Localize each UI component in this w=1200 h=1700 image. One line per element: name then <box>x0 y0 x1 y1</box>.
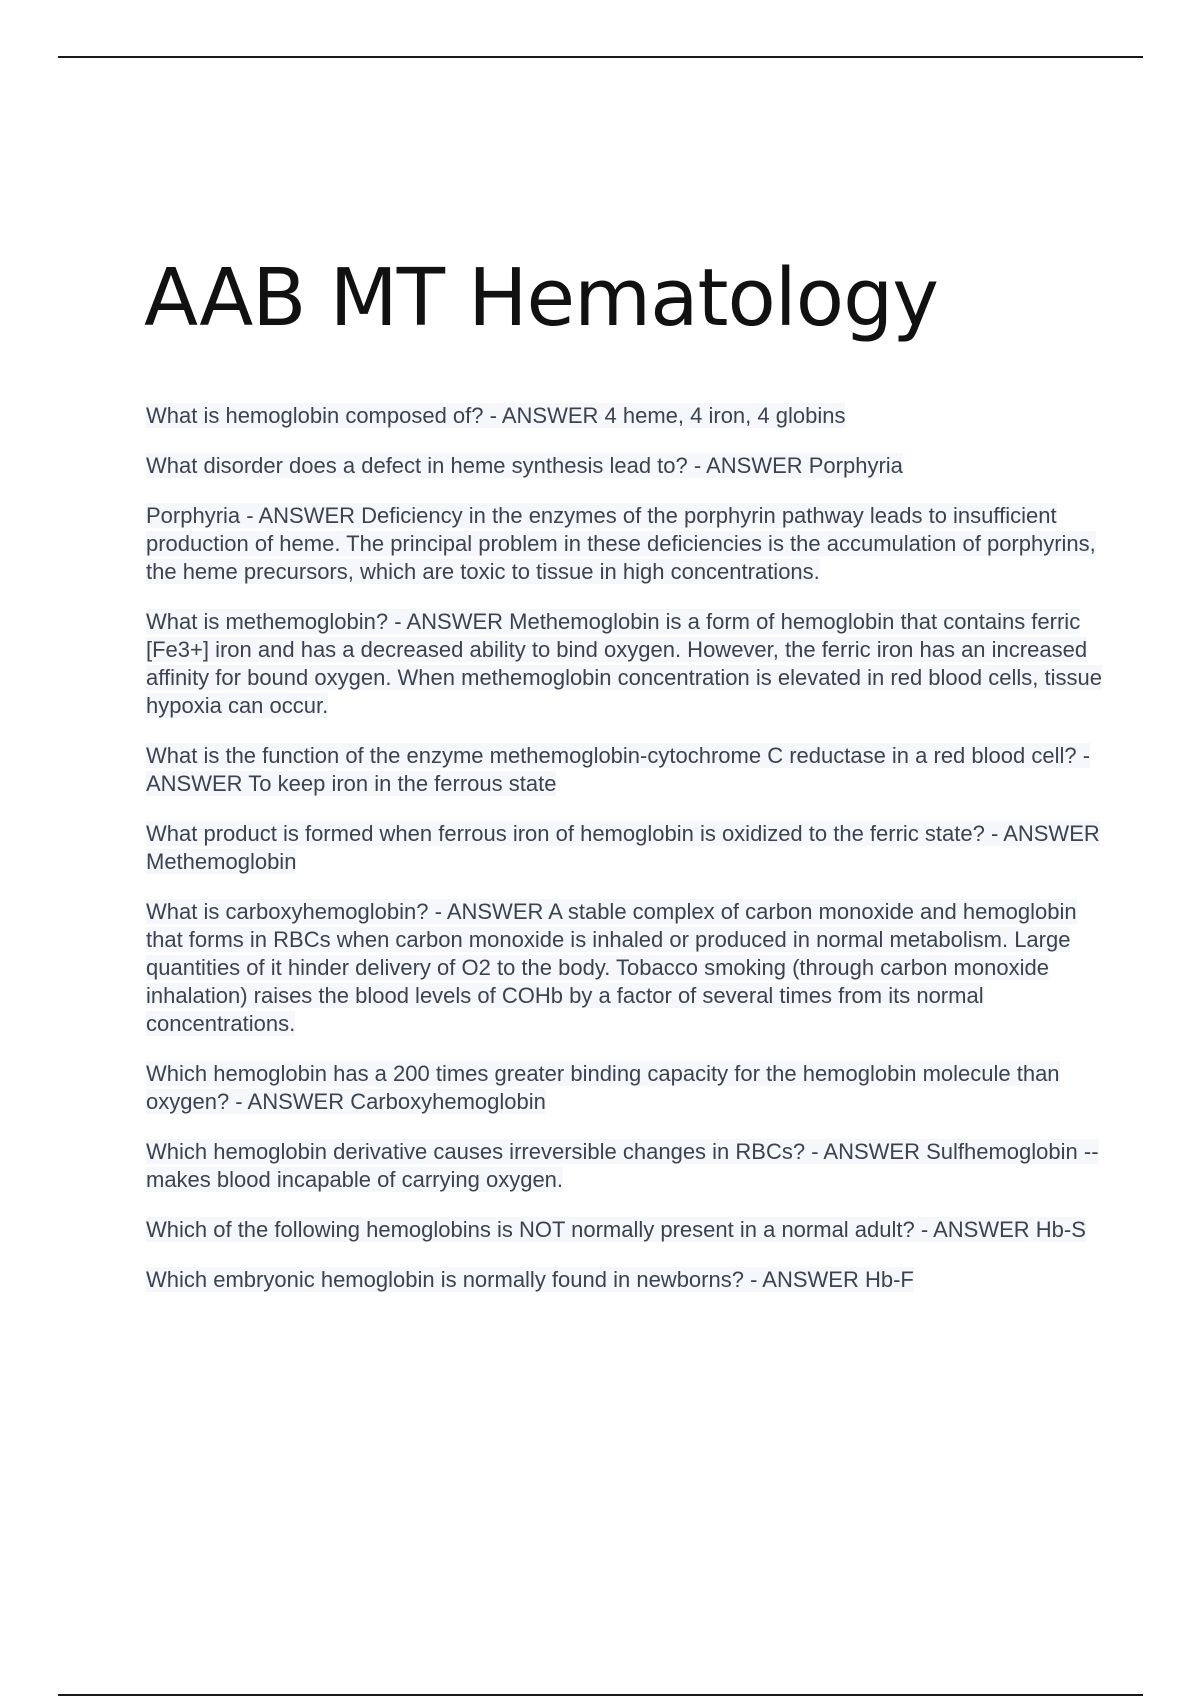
qa-text: What is the function of the enzyme methemoglobin-cytochrome C reductase in a red blood cell? - ANSWER To keep iron in the ferrous state <box>146 743 1091 796</box>
qa-item <box>146 1216 1106 1244</box>
qa-text: What disorder does a defect in heme synthesis lead to? - ANSWER Porphyria <box>146 453 903 478</box>
qa-text: Which hemoglobin has a 200 times greater binding capacity for the hemoglobin molecule than oxygen? - ANSWER Carboxyhemoglobin <box>146 1061 1060 1114</box>
qa-item <box>146 502 1106 586</box>
qa-text: What is hemoglobin composed of? - ANSWER 4 heme, 4 iron, 4 globins <box>146 403 846 428</box>
qa-list <box>146 402 1106 1316</box>
qa-item <box>146 898 1106 1038</box>
qa-item <box>146 742 1106 798</box>
qa-item <box>146 608 1106 720</box>
qa-item <box>146 1138 1106 1194</box>
qa-item <box>146 1266 1106 1294</box>
header-rule <box>58 56 1143 58</box>
qa-text: What is methemoglobin? - ANSWER Methemoglobin is a form of hemoglobin that contains ferric [Fe3+] iron and has a decreased ability to bind oxygen. However, the ferric iron has an increased affinity for bound oxygen. When methemoglobin concentration is elevated in red blood cells, tissue hypoxia can occur. <box>146 609 1102 718</box>
qa-text: Which of the following hemoglobins is NOT normally present in a normal adult? - ANSWER Hb-S <box>146 1217 1086 1242</box>
qa-item <box>146 402 1106 430</box>
footer-rule <box>58 1694 1143 1696</box>
qa-text: What product is formed when ferrous iron of hemoglobin is oxidized to the ferric state? - ANSWER Methemoglobin <box>146 821 1100 874</box>
qa-item <box>146 820 1106 876</box>
document-title: AAB MT Hematology <box>144 252 938 344</box>
qa-text: Porphyria - ANSWER Deficiency in the enzymes of the porphyrin pathway leads to insufficient production of heme. The principal problem in these deficiencies is the accumulation of porphyrins, the heme precursors, which are toxic to tissue in high concentrations. <box>146 503 1096 584</box>
qa-item <box>146 1060 1106 1116</box>
qa-text: Which hemoglobin derivative causes irreversible changes in RBCs? - ANSWER Sulfhemoglobin -- makes blood incapable of carrying oxygen. <box>146 1139 1099 1192</box>
qa-text: Which embryonic hemoglobin is normally found in newborns? - ANSWER Hb-F <box>146 1267 914 1292</box>
qa-text: What is carboxyhemoglobin? - ANSWER A stable complex of carbon monoxide and hemoglobin that forms in RBCs when carbon monoxide is inhaled or produced in normal metabolism. Large quantities of it hinder delivery of O2 to the body. Tobacco smoking (through carbon monoxide inhalation) raises the blood levels of COHb by a factor of several times from its normal concentrations. <box>146 899 1077 1036</box>
qa-item <box>146 452 1106 480</box>
